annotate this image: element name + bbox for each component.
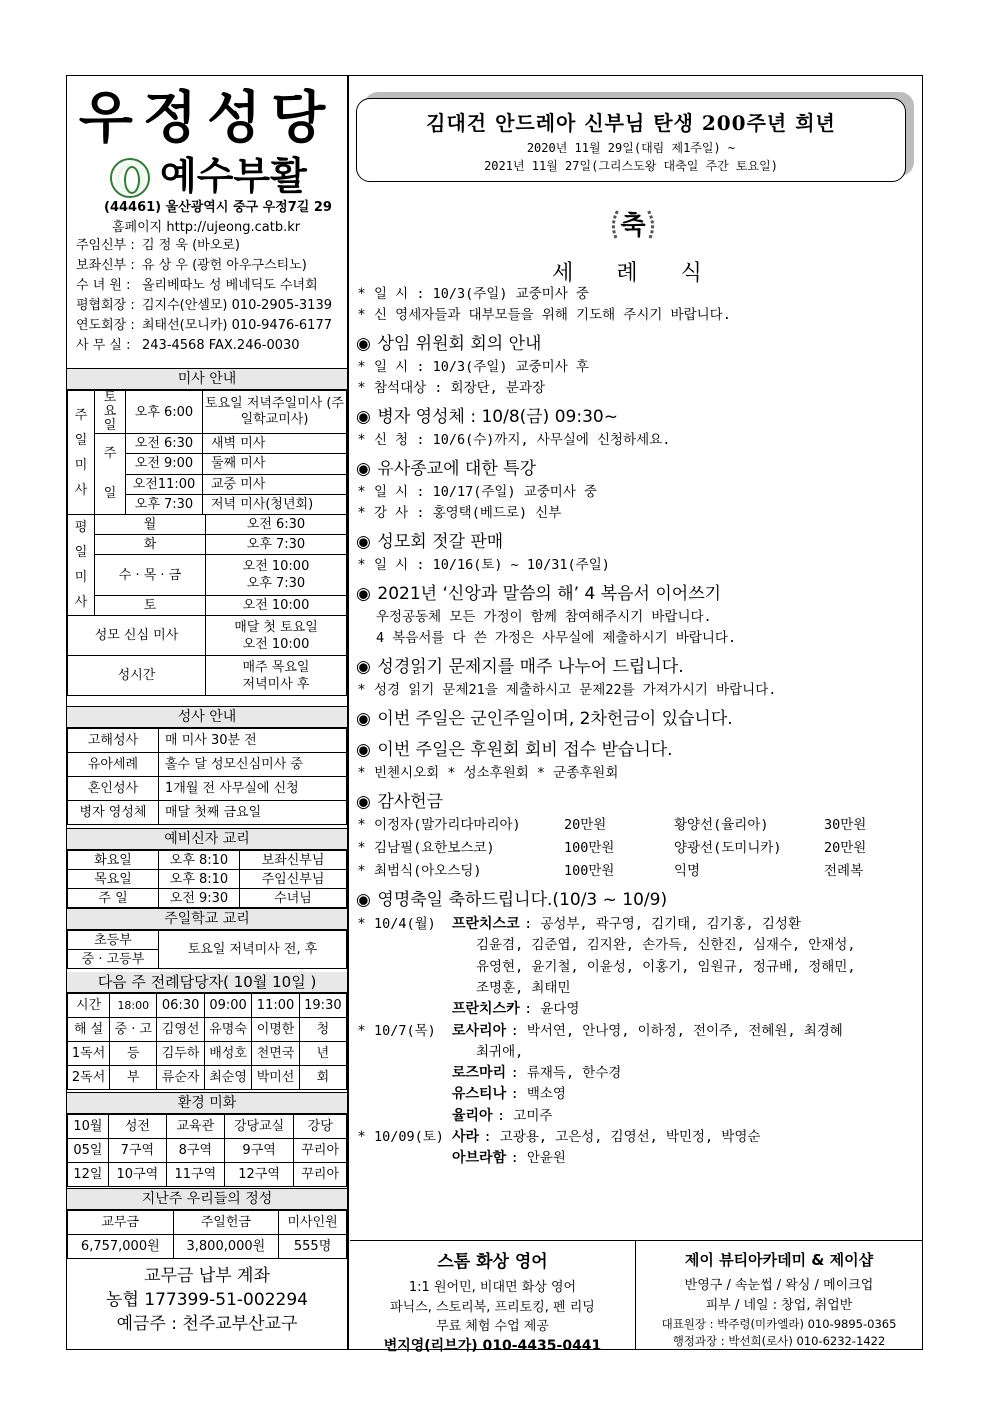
feast-line: 조명훈, 최태민 <box>476 979 571 996</box>
sunday-school-header: 주일학교 교리 <box>67 909 347 930</box>
sunday-time: 오전11:00 <box>126 474 203 494</box>
ad-beauty-contact: 행정과장 : 박선희(로사) 010-6232-1422 <box>672 1334 886 1348</box>
target-bullet-icon: ◉ <box>356 459 371 479</box>
saturday-desc: 토요일 저녁주일미사 (주일학교미사) <box>203 391 347 434</box>
catechumen-who: 수녀님 <box>240 889 347 908</box>
cleaning-cell: 05일 <box>68 1139 109 1163</box>
catechumen-time: 오후 8:10 <box>159 851 240 870</box>
liturgy-cell: 배성호 <box>204 1042 251 1066</box>
liturgy-cell: 이명한 <box>252 1018 299 1042</box>
target-bullet-icon: ◉ <box>356 657 371 677</box>
asterisk-icon: * <box>358 359 365 375</box>
bank-holder: 예금주 : 천주교부산교구 <box>116 1314 298 1334</box>
target-bullet-icon: ◉ <box>356 584 371 604</box>
sunday-time: 오후 7:30 <box>126 494 203 514</box>
notice-heading: ◉ 이번 주일은 군인주일이며, 2차헌금이 있습니다. <box>356 709 733 729</box>
weekday-time: 오전 10:00 오후 7:30 <box>206 555 347 595</box>
target-bullet-icon: ◉ <box>356 709 371 729</box>
asterisk-icon: * <box>358 765 365 781</box>
cleaning-cell: 8구역 <box>166 1139 224 1163</box>
catechumen-section <box>67 828 347 908</box>
cleaning-cell: 7구역 <box>108 1139 166 1163</box>
staff-label: 보좌신부 : <box>76 258 135 273</box>
liturgy-cell: 청 <box>299 1018 346 1042</box>
staff-value: 최태선(모니카) 010-9476-6177 <box>142 318 332 333</box>
asterisk-icon: * <box>358 286 365 302</box>
staff-row <box>76 316 332 336</box>
catechumen-table <box>67 850 347 908</box>
notice-line: 4 복음서를 다 쓴 가정은 사무실에 제출하시기 바랍니다. <box>376 630 737 646</box>
liturgy-col: 09:00 <box>204 994 251 1018</box>
notice-line: * 신 영세자들과 대부모들을 위해 기도해 주시기 바랍니다. <box>358 305 731 326</box>
offering-table <box>67 1210 347 1259</box>
staff-label: 수 녀 원 : <box>76 278 131 293</box>
liturgy-col: 11:00 <box>252 994 299 1018</box>
thanks-row: * 김남필(요한보스코) 100만원 양광선(도미니카) 20만원 <box>358 838 918 859</box>
liturgy-section <box>67 972 347 1090</box>
cleaning-cell: 12일 <box>68 1163 109 1187</box>
sacraments-section <box>67 706 347 825</box>
offering-value: 3,800,000원 <box>173 1235 279 1259</box>
asterisk-icon: * <box>358 1022 365 1039</box>
mass-table <box>67 390 347 515</box>
notice-heading: ◉ 감사헌금 <box>356 792 444 812</box>
offering-col: 미사인원 <box>279 1211 347 1235</box>
cleaning-col: 강당교실 <box>224 1115 294 1139</box>
bank-info <box>67 1264 347 1336</box>
asterisk-icon: * <box>358 817 365 833</box>
asterisk-icon: * <box>358 432 365 448</box>
sunday-desc: 저녁 미사(청년회) <box>203 494 347 514</box>
catechumen-time: 오후 8:10 <box>159 870 240 889</box>
mass-section <box>67 368 347 696</box>
staff-row <box>76 256 307 276</box>
catechumen-day: 화요일 <box>68 851 159 870</box>
parish-address: (44461) 울산광역시 중구 우정7길 29 <box>104 200 332 215</box>
feast-line: 김윤겸, 김준엽, 김지완, 손가득, 신한진, 심재수, 안재성, <box>476 937 856 954</box>
cleaning-cell: 11구역 <box>166 1163 224 1187</box>
staff-value: 올리베따노 성 베네딕도 수녀회 <box>142 278 318 293</box>
sacrament-value: 매달 첫째 금요일 <box>159 801 347 825</box>
asterisk-icon: * <box>358 682 365 698</box>
thanks-row: * 이정자(말가리다마리아) 20만원 황양선(율리아) 30만원 <box>358 815 918 836</box>
asterisk-icon: * <box>358 307 365 323</box>
asterisk-icon: * <box>358 557 365 573</box>
notice-heading: ◉ 성모회 젓갈 판매 <box>356 532 504 552</box>
thanks-row: * 최범식(아오스딩) 100만원 익명 전례복 <box>358 861 918 882</box>
target-bullet-icon: ◉ <box>356 407 371 427</box>
ad-beauty-contact: 대표원장 : 박주령(미카엘라) 010-9895-0365 <box>661 1317 897 1331</box>
cleaning-header: 환경 미화 <box>67 1093 347 1114</box>
staff-row <box>76 296 332 316</box>
saturday-label: 토 요 일 <box>95 391 126 434</box>
offering-col: 주일헌금 <box>173 1211 279 1235</box>
parish-homepage[interactable]: 홈페이지 http://ujeong.catb.kr <box>112 220 301 235</box>
weekday-mass-label: 평 일 미 사 <box>68 515 95 616</box>
ad-english-contact: 변지영(리브가) 010-4435-0441 <box>383 1338 602 1354</box>
ad-beauty-title: 제이 뷰티아카데미 & 제이샵 <box>684 1251 874 1269</box>
jubilee-banner <box>356 98 906 182</box>
column-divider <box>347 75 349 1350</box>
weekday-time: 오전 10:00 <box>206 595 347 615</box>
adoration-label: 성시간 <box>68 656 206 696</box>
grade-label: 초등부 <box>68 931 159 950</box>
feast-line: 프란치스카 : 윤다영 <box>452 1001 580 1018</box>
liturgy-cell: 김두하 <box>157 1042 204 1066</box>
cleaning-cell: 10구역 <box>108 1163 166 1187</box>
sacrament-label: 병자 영성체 <box>68 801 159 825</box>
liturgy-cell: 해 설 <box>68 1018 110 1042</box>
sacraments-table <box>67 728 347 825</box>
banner-title: 김대건 안드레아 신부님 탄생 200주년 희년 <box>426 111 836 135</box>
liturgy-header: 다음 주 전례담당자( 10월 10일 ) <box>67 972 347 993</box>
ad-english <box>350 1240 636 1354</box>
staff-label: 주임신부 : <box>76 238 135 253</box>
liturgy-col: 18:00 <box>110 994 157 1018</box>
staff-label: 사 무 실 : <box>76 338 131 353</box>
sacrament-label: 고해성사 <box>68 729 159 753</box>
liturgy-col: 19:30 <box>299 994 346 1018</box>
staff-value: 유 상 우 (광헌 아우구스티노) <box>142 258 307 273</box>
liturgy-col: 06:30 <box>157 994 204 1018</box>
cleaning-cell: 꾸리아 <box>294 1139 347 1163</box>
sunday-time: 오전 6:30 <box>126 434 203 454</box>
staff-value: 김 정 욱 (바오로) <box>142 238 240 253</box>
ad-beauty-line: 피부 / 네일 : 창업, 취업반 <box>705 1298 853 1313</box>
target-bullet-icon: ◉ <box>356 334 371 354</box>
notice-line: * 강 사 : 홍영택(베드로) 신부 <box>358 503 561 524</box>
notice-line: * 일 시 : 10/3(주일) 교중미사 중 <box>358 284 589 305</box>
offering-header: 지난주 우리들의 정성 <box>67 1189 347 1210</box>
sacrament-label: 혼인성사 <box>68 777 159 801</box>
target-bullet-icon: ◉ <box>356 792 371 812</box>
staff-label: 연도회장 : <box>76 318 135 333</box>
notice-heading: ◉ 성경읽기 문제지를 매주 나누어 드립니다. <box>356 657 684 677</box>
feast-line: 아브라함 : 안윤원 <box>452 1150 566 1167</box>
liturgy-cell: 김영선 <box>157 1018 204 1042</box>
bank-title: 교무금 납부 계좌 <box>144 1266 270 1286</box>
feast-line: 유스티나 : 백소영 <box>452 1086 566 1103</box>
cleaning-col: 10월 <box>68 1115 109 1139</box>
ad-beauty-line: 반영구 / 속눈썹 / 왁싱 / 메이크업 <box>684 1278 874 1293</box>
notice-heading: ◉ 상임 위원회 회의 안내 <box>356 334 542 354</box>
liturgy-cell: 류순자 <box>157 1066 204 1090</box>
asterisk-icon: * <box>358 380 365 396</box>
offering-section <box>67 1188 347 1259</box>
notice-heading: ◉ 병자 영성체 : 10/8(금) 09:30~ <box>356 407 618 427</box>
asterisk-icon: * <box>358 484 365 500</box>
target-bullet-icon: ◉ <box>356 890 371 910</box>
target-bullet-icon: ◉ <box>356 740 371 760</box>
cleaning-table <box>67 1114 347 1187</box>
liturgy-cell: 2독서 <box>68 1066 110 1090</box>
parish-motto: 예수부활 <box>160 153 307 198</box>
feast-line: 최귀애, <box>476 1043 524 1060</box>
sunday-time: 오전 9:00 <box>126 454 203 474</box>
sacraments-header: 성사 안내 <box>67 707 347 728</box>
cleaning-section <box>67 1092 347 1187</box>
celebration-seal-icon <box>606 198 660 252</box>
liturgy-cell: 유명숙 <box>204 1018 251 1042</box>
sunday-mass-label: 주 일 미 사 <box>68 391 95 515</box>
liturgy-cell: 1독서 <box>68 1042 110 1066</box>
sunday-label: 주 일 <box>95 434 126 515</box>
sunday-desc: 둘째 미사 <box>203 454 347 474</box>
mary-mass-label: 성모 신심 미사 <box>68 616 206 656</box>
sunday-school-time: 토요일 저녁미사 전, 후 <box>159 931 347 969</box>
staff-value: 243-4568 FAX.246-0030 <box>142 338 300 353</box>
notice-line: * 신 청 : 10/6(수)까지, 사무실에 신청하세요. <box>358 430 670 451</box>
staff-label: 평협회장 : <box>76 298 135 313</box>
offering-value: 555명 <box>279 1235 347 1259</box>
feast-line: 로즈마리 : 류재득, 한수경 <box>452 1065 622 1082</box>
sacrament-label: 유아세례 <box>68 753 159 777</box>
adoration-time: 매주 목요일 저녁미사 후 <box>206 656 347 696</box>
notice-line: * 일 시 : 10/17(주일) 교중미사 중 <box>358 482 597 503</box>
cleaning-col: 성전 <box>108 1115 166 1139</box>
sunday-desc: 새벽 미사 <box>203 434 347 454</box>
catechumen-who: 주임신부님 <box>240 870 347 889</box>
banner-dates: 2020년 11월 29일(대림 제1주일) ~ 2021년 11월 27일(그리스도왕 대축일 주간 토요일) <box>484 141 778 173</box>
notice-line: * 성경 읽기 문제21을 제출하시고 문제22를 가져가시기 바랍니다. <box>358 680 776 701</box>
ad-english-line: 1:1 원어민, 비대면 화상 영어 <box>408 1280 577 1295</box>
staff-value: 김지수(안셀모) 010-2905-3139 <box>142 298 332 313</box>
weekday-day: 수 · 목 · 금 <box>95 555 206 595</box>
cleaning-cell: 9구역 <box>224 1139 294 1163</box>
notice-line: * 빈첸시오회 * 성소후원회 * 군종후원회 <box>358 763 618 784</box>
notice-heading: ◉ 2021년 ‘신앙과 말씀의 해’ 4 복음서 이어쓰기 <box>356 584 722 604</box>
notice-line: * 참석대상 : 회장단, 분과장 <box>358 378 545 399</box>
parish-title: 우정성당 <box>78 86 336 151</box>
liturgy-cell: 년 <box>299 1042 346 1066</box>
grade-label: 중 · 고등부 <box>68 950 159 969</box>
liturgy-table <box>67 993 347 1090</box>
ad-english-line: 파닉스, 스토리북, 프리토킹, 펜 리딩 <box>390 1300 595 1315</box>
notice-line: 우정공동체 모든 가정이 함께 참여해주시기 바랍니다. <box>376 609 712 625</box>
ad-english-line: 무료 체험 수업 제공 <box>436 1319 549 1334</box>
offering-value: 6,757,000원 <box>68 1235 174 1259</box>
sunday-desc: 교중 미사 <box>203 474 347 494</box>
weekday-day: 화 <box>95 535 206 555</box>
feast-line: * 10/09(토) 사라 : 고광용, 고은성, 김영선, 박민정, 박영순 <box>358 1127 760 1148</box>
cleaning-cell: 꾸리아 <box>294 1163 347 1187</box>
weekday-mass-table <box>67 514 347 696</box>
sunday-school-section <box>67 908 347 969</box>
liturgy-cell: 중 · 고 <box>110 1018 157 1042</box>
weekday-day: 토 <box>95 595 206 615</box>
asterisk-icon: * <box>358 840 365 856</box>
liturgy-cell: 부 <box>110 1066 157 1090</box>
catechumen-time: 오전 9:30 <box>159 889 240 908</box>
staff-row <box>76 276 318 296</box>
catechumen-day: 주 일 <box>68 889 159 908</box>
baptism-title: 세 례 식 <box>552 261 720 286</box>
notice-heading: ◉ 유사종교에 대한 특강 <box>356 459 537 479</box>
mary-mass-time: 매달 첫 토요일 오전 10:00 <box>206 616 347 656</box>
notice-line: * 일 시 : 10/16(토) ~ 10/31(주일) <box>358 555 610 576</box>
target-bullet-icon: ◉ <box>356 532 371 552</box>
cleaning-cell: 12구역 <box>224 1163 294 1187</box>
sunday-school-table <box>67 930 347 969</box>
saturday-time: 오후 6:00 <box>126 391 203 434</box>
mass-header: 미사 안내 <box>67 369 347 390</box>
notice-line: * 일 시 : 10/3(주일) 교중미사 후 <box>358 357 589 378</box>
bank-account: 농협 177399-51-002294 <box>106 1290 308 1310</box>
feast-line: * 10/4(월) 프란치스코 : 공성부, 곽구영, 김기태, 김기홍, 김성환 <box>358 914 801 935</box>
asterisk-icon: * <box>358 1129 365 1145</box>
notice-heading: ◉ 이번 주일은 후원회 회비 접수 받습니다. <box>356 740 673 760</box>
weekday-day: 월 <box>95 515 206 535</box>
ad-beauty <box>636 1240 922 1350</box>
sacrament-value: 1개월 전 사무실에 신청 <box>159 777 347 801</box>
catechumen-day: 목요일 <box>68 870 159 889</box>
weekday-time: 오후 7:30 <box>206 535 347 555</box>
catechumen-who: 보좌신부님 <box>240 851 347 870</box>
catechumen-header: 예비신자 교리 <box>67 829 347 850</box>
liturgy-cell: 회 <box>299 1066 346 1090</box>
liturgy-col: 시간 <box>68 994 110 1018</box>
staff-row <box>76 336 300 356</box>
notice-heading: ◉ 영명축일 축하드립니다.(10/3 ~ 10/9) <box>356 890 668 910</box>
asterisk-icon: * <box>358 505 365 521</box>
cleaning-col: 강당 <box>294 1115 347 1139</box>
ad-english-title: 스톰 화상 영어 <box>437 1252 548 1272</box>
weekday-time: 오전 6:30 <box>206 515 347 535</box>
feast-line: 율리아 : 고미주 <box>452 1107 553 1124</box>
asterisk-icon: * <box>358 916 365 932</box>
feast-line: * 10/7(목) 로사리아 : 박서연, 안나영, 이하정, 전이주, 전혜원, 최경혜 <box>358 1021 843 1042</box>
liturgy-cell: 최순영 <box>204 1066 251 1090</box>
liturgy-cell: 박미선 <box>252 1066 299 1090</box>
cleaning-col: 교육관 <box>166 1115 224 1139</box>
parish-logo <box>110 158 150 198</box>
asterisk-icon: * <box>358 863 365 879</box>
offering-col: 교무금 <box>68 1211 174 1235</box>
seal-text: 축 <box>620 211 646 241</box>
liturgy-cell: 등 <box>110 1042 157 1066</box>
feast-line: 유영현, 윤기철, 이윤성, 이홍기, 임원규, 정규배, 정해민, <box>476 958 856 975</box>
staff-row <box>76 236 240 256</box>
sacrament-value: 매 미사 30분 전 <box>159 729 347 753</box>
liturgy-cell: 천면국 <box>252 1042 299 1066</box>
sacrament-value: 홀수 달 성모신심미사 중 <box>159 753 347 777</box>
